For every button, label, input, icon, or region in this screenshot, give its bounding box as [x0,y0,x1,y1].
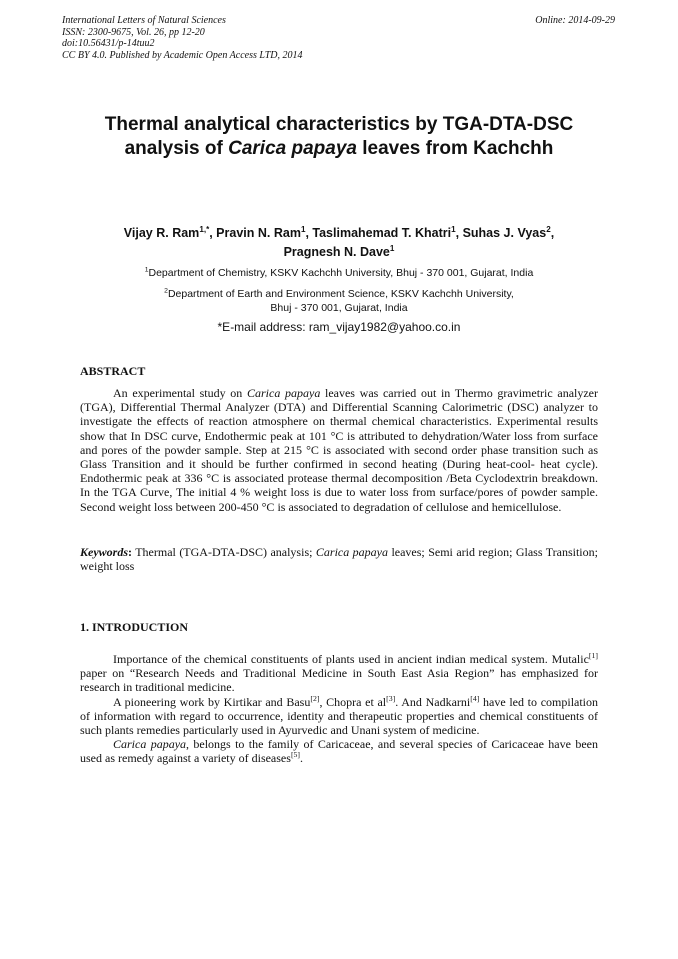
author-name: , Suhas J. Vyas [455,226,547,240]
title-species: Carica papaya [228,138,357,159]
page-header [62,15,615,61]
intro-text: Importance of the chemical constituents of plants used in ancient indian medical system. Mutalic [113,652,589,666]
affiliation-2 [70,287,608,315]
intro-text: . [300,751,304,766]
keywords-text: Thermal (TGA-DTA-DSC) analysis; [132,545,316,559]
introduction-body [80,652,598,766]
title-text: leaves from Kachchh [356,138,554,159]
citation-ref: [4] [470,693,480,703]
affiliation-marker: 2 [164,287,168,295]
keywords [80,545,598,573]
intro-text: have led to compilation of information with regard to occurrence, identity and therapeutic properties and chemical constituents of such plants remedies particularly used in Ayurvedic and Unani system of medicine. [80,694,599,738]
title-text: analysis of [124,138,229,159]
affiliation-text: Department of Chemistry, KSKV Kachchh University, Bhuj - 370 001, Gujarat, India [148,267,534,279]
license-line: CC BY 4.0. Published by Academic Open Access LTD, 2014 [62,49,303,61]
author-name: Vijay R. Ram [123,226,200,240]
author-affiliation-marker: 1 [451,224,456,234]
author-line-2 [70,243,608,262]
author-affiliation-marker: 1,* [199,224,210,234]
abstract-species: Carica papaya [246,386,321,400]
affiliation-marker: 1 [144,266,149,274]
intro-text: , Chopra et al [319,694,387,709]
affiliation-2-line-1 [70,287,608,301]
abstract-heading: ABSTRACT [80,364,146,378]
affiliation-2-line-2: Bhuj - 370 001, Gujarat, India [270,302,408,314]
author-separator: , [550,226,555,240]
author-affiliation-marker: 2 [546,224,551,234]
affiliation-text: Department of Earth and Environment Science, KSKV Kachchh University, [167,288,514,300]
abstract-paragraph [80,386,598,514]
author-name: , Pravin N. Ram [209,226,301,240]
abstract-text: An experimental study on [113,386,247,400]
paper-title [60,113,618,161]
issn-line: ISSN: 2300-9675, Vol. 26, pp 12-20 [62,26,205,38]
doi-line: doi:10.56431/p-14tuu2 [62,38,155,49]
keywords-paragraph [80,545,598,573]
intro-species: Carica papaya [113,737,187,752]
affiliation-1 [70,266,608,280]
abstract-body [80,386,598,514]
intro-text: . And Nadkarni [395,694,471,709]
keywords-species: Carica papaya [315,545,388,559]
author-affiliation-marker: 1 [300,224,306,234]
keywords-label: Keywords [80,545,128,559]
author-line-1 [70,224,608,243]
author-affiliation-marker: 1 [389,243,395,253]
intro-text: , belongs to the family of Caricaceae, and several species of Caricaceae have been used as remedy against a variety of diseases [80,737,598,766]
citation-ref: [2] [310,693,320,703]
author-list [70,224,608,262]
title-line-1: Thermal analytical characteristics by TGA-DTA-DSC [104,114,574,135]
journal-name: International Letters of Natural Sciences [62,15,226,26]
intro-paragraph-3 [80,737,598,765]
introduction-heading: 1. INTRODUCTION [80,620,189,634]
citation-ref: [1] [588,651,598,660]
abstract-text: leaves was carried out in Thermo gravimetric analyzer (TGA), Differential Thermal Analyzer (DTA) and Differential Scanning Calorimetric (DSC) analyzer to investigate the effects of reaction atmosphere on thermal chemical characteristics. Experimental results show that In DSC curve, Endothermic peak at 101 °C is attributed to dehydration/Water loss from surface and pores of the powder sample. Step at 215 °C is associated with second order phase transition such as Glass Transition and it should be further confirmed in second heating (During heat-cool- heat cycle). Endothermic peak at 336 °C is associated protease thermal decomposition /Beta Cyclodextrin breakdown. In the TGA Curve, The initial 4 % weight loss is due to water loss from surface/pores of powder sample. Second weight loss between 200-450 °C is associated to degradation of cellulose and hemicellulose. [80,386,599,514]
keywords-colon: : [128,545,132,559]
author-name: Pragnesh N. Dave [283,245,390,259]
intro-text: paper on “Research Needs and Traditional Medicine in South East Asia Region” has emphasized for research in traditional medicine. [80,666,598,695]
citation-ref: [3] [386,693,396,703]
intro-paragraph-1 [80,652,598,695]
online-date: Online: 2014-09-29 [535,15,615,26]
intro-paragraph-2 [80,695,598,738]
author-name: , Taslimahemad T. Khatri [305,226,452,240]
citation-ref: [5] [290,750,301,760]
corresponding-email: *E-mail address: ram_vijay1982@yahoo.co.in [217,320,461,334]
keywords-text: leaves; Semi arid region; Glass Transition; weight loss [80,545,598,574]
title-line-2 [60,137,618,161]
intro-text: A pioneering work by Kirtikar and Basu [113,694,311,709]
